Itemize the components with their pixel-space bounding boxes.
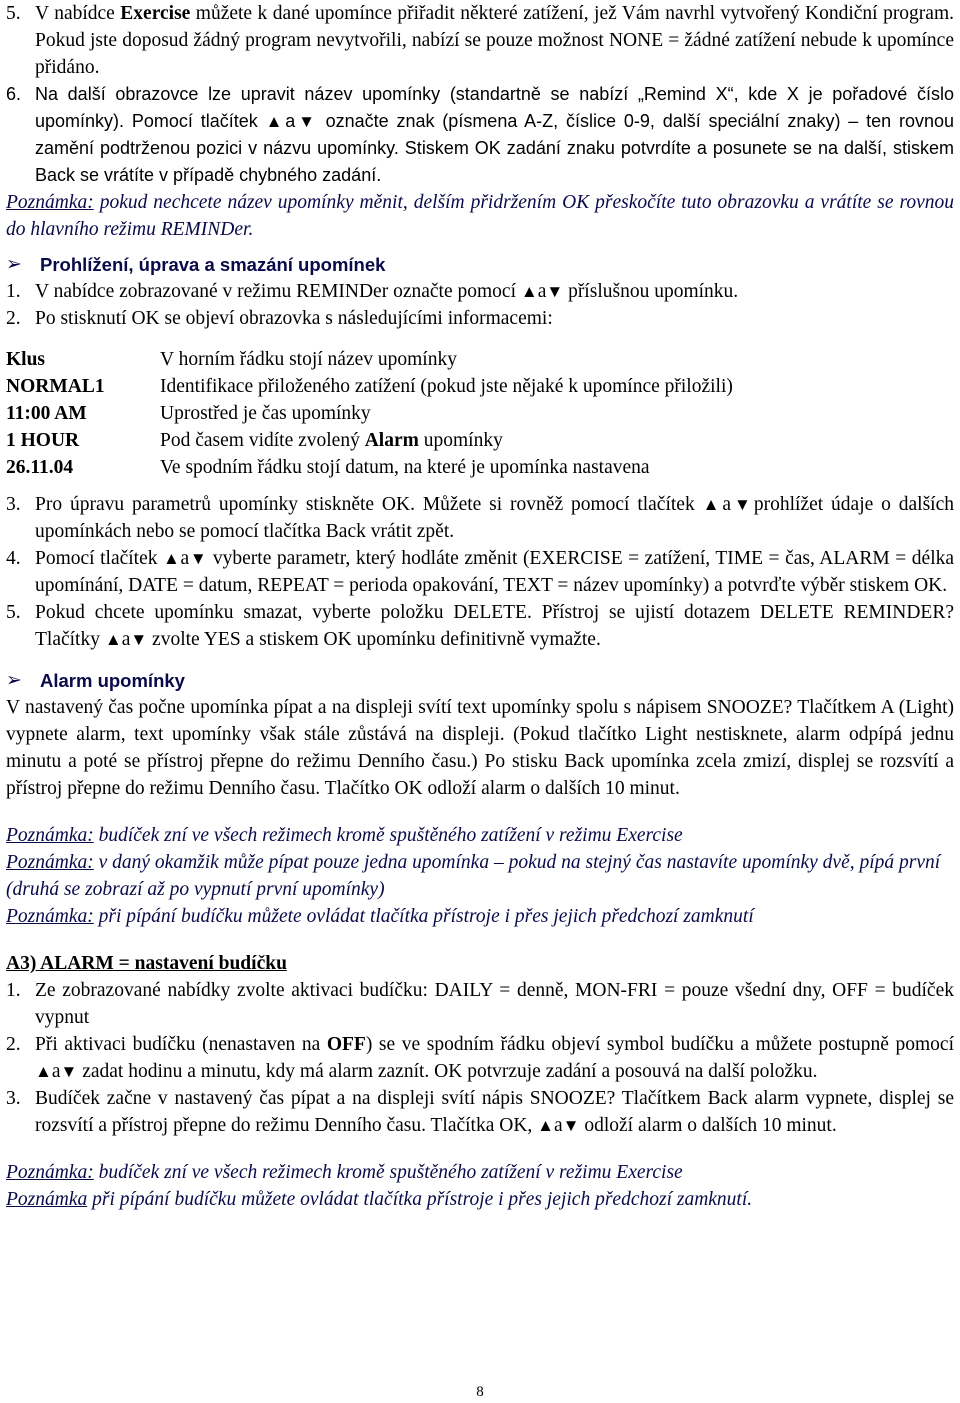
arrow-bullet-icon: ➢ [6,254,22,275]
section-header-alarm [6,667,954,694]
info-row [6,400,954,427]
list-item-2 [6,305,954,332]
info-value: V horním řádku stojí název upomínky [160,349,457,370]
triangle-up-icon: ▲ [163,549,181,568]
triangle-down-icon: ▼ [562,1116,580,1135]
list-item-4 [6,545,954,599]
list-item-3 [6,491,954,545]
item-number: 4. [6,548,21,569]
triangle-down-icon: ▼ [546,282,564,301]
info-value: Ve spodním řádku stojí datum, na které je upomínka nastavena [160,457,650,478]
and-word: a [285,111,296,131]
item-text: Pro úpravu parametrů upomínky stiskněte OK. Můžete si rovněž pomocí tlačítek [35,494,703,515]
triangle-down-icon: ▼ [60,1062,78,1081]
item-text: příslušnou upomínku. [563,281,739,302]
triangle-up-icon: ▲ [35,1062,52,1081]
note-text: budíček zní ve všech režimech kromě spuštěného zatížení v režimu Exercise [93,825,683,846]
header-text: Alarm upomínky [40,670,185,691]
note-paragraph [6,1186,954,1213]
note-label: Poznámka: [6,825,94,846]
note-paragraph [6,1159,954,1186]
item-bold-text: OFF [326,1034,366,1055]
note-paragraph [6,903,954,930]
and-word: a [554,1115,563,1136]
note-paragraph [6,849,954,903]
info-table [6,346,954,481]
item-text: zadat hodinu a minutu, kdy má alarm zaznít. OK potvrzuje zadání a posouvá na další položku. [77,1061,818,1082]
note-label: Poznámka: [6,192,94,213]
and-word: a [121,629,131,650]
info-key: 1 HOUR [6,430,80,451]
triangle-down-icon: ▼ [189,549,208,568]
item-number: 1. [6,980,21,1001]
item-text: odloží alarm o dalších 10 minut. [579,1115,837,1136]
item-number: 5. [6,602,21,623]
list-item-1 [6,977,954,1031]
and-word: a [722,494,732,515]
item-number: 2. [6,1034,21,1055]
section-title-a3: A3) ALARM = nastavení budíčku [6,953,287,974]
and-word: a [180,548,190,569]
item-number: 5. [6,3,21,24]
triangle-down-icon: ▼ [295,112,318,131]
info-row [6,346,954,373]
item-text: Při aktivaci budíčku (nenastaven na [35,1034,327,1055]
list-item-6 [6,81,954,189]
info-row [6,454,954,481]
info-value: Identifikace přiloženého zatížení (pokud jste nějaké k upomínce přiložili) [160,376,733,397]
item-text: V nabídce zobrazované v režimu REMINDer označte pomocí [35,281,521,302]
info-value-text: upomínky [418,430,503,451]
triangle-up-icon: ▲ [104,630,122,649]
item-text: označte znak (písmena A-Z, číslice 0-9, další speciální znaky) – ten rovnou zamění podtrženou pozici v názvu upomínky. Stiskem OK zadání znaku potvrdíte a posunete se na další, stiskem Back se vrátíte v případě chybného zadání. [35,111,954,185]
list-item-5 [6,0,954,81]
list-item-2 [6,1031,954,1085]
info-key: 11:00 AM [6,403,87,424]
item-text: zvolte YES a stiskem OK upomínku definitivně vymažte. [147,629,601,650]
item-text: Budíček začne v nastavený čas pípat a na displeji svítí nápis SNOOZE? Tlačítkem Back alarm vypnete, displej se rozsvítí a přístroj přepne do režimu Denního času. Tlačítka OK, [35,1088,954,1136]
arrow-bullet-icon: ➢ [6,670,22,691]
section-header-browse [6,251,954,278]
note-paragraph [6,822,954,849]
info-key: Klus [6,349,46,370]
note-text: budíček zní ve všech režimech kromě spuštěného zatížení v režimu Exercise [93,1162,683,1183]
page-number: 8 [476,1384,484,1400]
and-word: a [537,281,547,302]
triangle-up-icon: ▲ [537,1116,554,1135]
info-value-bold: Alarm [364,430,419,451]
item-text: Na další obrazovce lze upravit název upomínky (standartně se nabízí „Remind X“, kde X je pořadové číslo upomínky). Pomocí tlačítek [35,84,954,131]
info-value [160,427,503,454]
list-item-3 [6,1085,954,1139]
header-text: Prohlížení, úprava a smazání upomínek [40,254,386,275]
list-item-1 [6,278,954,305]
item-text: Po stisknutí OK se objeví obrazovka s následujícími informacemi: [35,308,553,329]
item-text: můžete k dané upomínce přiřadit některé zatížení, jež Vám navrhl vytvořený Kondiční program. Pokud jste doposud žádný program nevytvořili, nabízí se pouze možnost NONE = žádné zatížení nebude k upomínce přidáno. [35,3,954,78]
item-text: V nabídce [35,3,121,24]
triangle-up-icon: ▲ [520,282,538,301]
item-number: 3. [6,1088,21,1109]
list-item-5b [6,599,954,653]
note-text: v daný okamžik může pípat pouze jedna upomínka – pokud na stejný čas nastavíte upomínky dvě, pípá první (druhá se zobrazí až po vypnutí první upomínky) [6,852,941,900]
item-number: 1. [6,281,21,302]
info-value: Uprostřed je čas upomínky [160,403,371,424]
item-text: Ze zobrazované nabídky zvolte aktivaci budíčku: DAILY = denně, MON-FRI = pouze všední dny, OFF = budíček vypnut [35,980,954,1028]
item-number: 3. [6,494,21,515]
triangle-up-icon: ▲ [265,112,286,131]
note-text: pokud nechcete název upomínky měnit, delším přidržením OK přeskočíte tuto obrazovku a vrátíte se rovnou do hlavního režimu REMINDer. [6,192,954,240]
triangle-down-icon: ▼ [130,630,148,649]
triangle-up-icon: ▲ [702,495,723,514]
document-page [6,0,954,1213]
note-label: Poznámka: [6,852,94,873]
note-paragraph [6,189,954,243]
info-key: 26.11.04 [6,457,74,478]
alarm-paragraph: V nastavený čas počne upomínka pípat a na displeji svítí text upomínky spolu s nápisem SNOOZE? Tlačítkem A (Light) vypnete alarm, text upomínky však stále zůstává na displeji. (Pokud tlačítko Light nestisknete, alarm odpípá jednu minutu a poté se přístroj přepne do režimu Denního času.) Po stisku Back upomínka zcela zmizí, displej se rozsvítí a přístroj přepne do režimu Denního času. Tlačítko OK odloží alarm o dalších 10 minut. [6,697,954,799]
info-row [6,373,954,400]
info-key: NORMAL1 [6,376,105,397]
triangle-down-icon: ▼ [731,495,754,514]
item-bold-text: Exercise [120,3,191,24]
note-text: při pípání budíčku můžete ovládat tlačítka přístroje i přes jejich předchozí zamknutí [93,906,754,927]
item-text: Pomocí tlačítek [35,548,164,569]
note-label: Poznámka: [6,906,94,927]
and-word: a [51,1061,61,1082]
item-number: 6. [6,84,22,104]
info-value-text: Pod časem vidíte zvolený [160,430,365,451]
item-text: ) se ve spodním řádku objeví symbol budíčku a můžete postupně pomocí [365,1034,954,1055]
note-label: Poznámka: [6,1162,94,1183]
item-text: prohlížet údaje o dalších upomínkách nebo se pomocí tlačítka Back vrátit zpět. [35,494,954,542]
item-text: Pokud chcete upomínku smazat, vyberte položku DELETE. Přístroj se ujistí dotazem DELETE REMINDER? Tlačítky [35,602,954,650]
note-text: při pípání budíčku můžete ovládat tlačítka přístroje i přes jejich předchozí zamknutí. [87,1189,753,1210]
item-number: 2. [6,308,21,329]
note-label: Poznámka [6,1189,88,1210]
info-row [6,427,954,454]
item-text: vyberte parametr, který hodláte změnit (EXERCISE = zatížení, TIME = čas, ALARM = délka upomínání, DATE = datum, REPEAT = perioda opakování, TEXT = název upomínky) a potvrďte výběr stiskem OK. [35,548,955,596]
